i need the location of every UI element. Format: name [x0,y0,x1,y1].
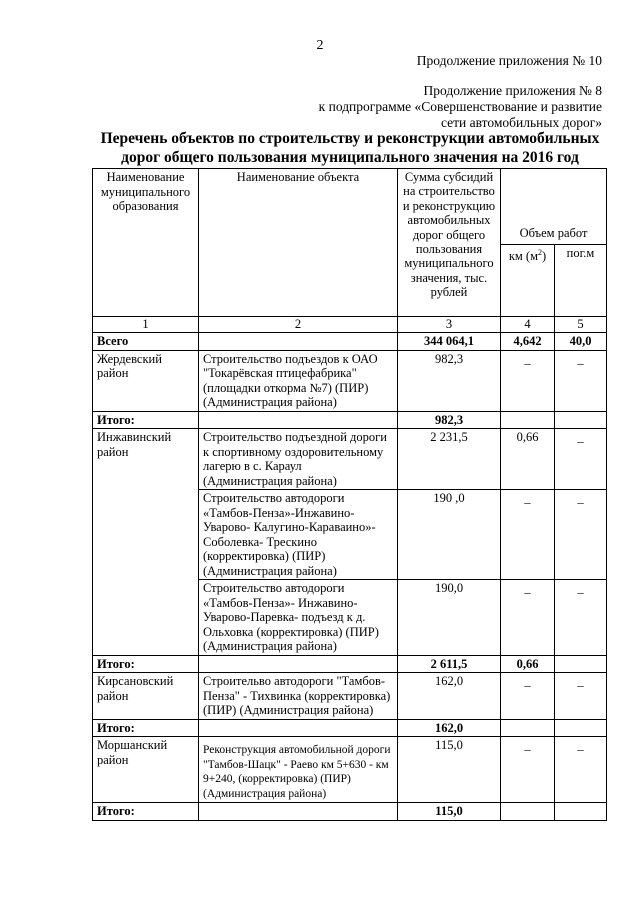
title-line: Перечень объектов по строительству и реконструкции автомобильных [100,130,600,147]
document-title [90,129,610,167]
object-km: _ [501,737,555,803]
table-row [93,673,607,720]
column-number: 3 [398,317,501,333]
column-numbers-row [93,317,607,333]
subtotal-sum: 982,3 [398,411,501,429]
appendix-line: Продолжение приложения № 8 [423,83,602,98]
object-pog: _ [555,580,607,656]
object-pog: _ [555,673,607,720]
subtotal-label: Итого: [93,803,199,821]
appendix-line: сети автомобильных дорог» [441,115,602,130]
table-row [93,737,607,803]
total-sum: 344 064,1 [398,333,501,351]
district-name: Кирсановский район [93,673,199,720]
header-volume: Объем работ [501,169,607,245]
column-number: 5 [555,317,607,333]
object-sum: 190 ,0 [398,490,501,580]
subtotal-km [501,719,555,737]
object-name: Строительство автодороги «Тамбов-Пенза»-Инжавино-Уварово- Калугино-Караваино»-Соболевка- Трескино (корректировка) (ПИР) (Администрация района) [199,490,398,580]
subtotal-label: Итого: [93,719,199,737]
column-number: 2 [199,317,398,333]
header-km: км $(м^2)$ [501,245,555,317]
object-name: Строительство подъездов к ОАО "Токарёвская птицефабрика" (площадки откорма №7) (ПИР) (Администрация района) [199,350,398,411]
subtotal-sum: 115,0 [398,803,501,821]
object-km: _ [501,673,555,720]
subtotal-row [93,411,607,429]
table-row [93,350,607,411]
object-sum: 190,0 [398,580,501,656]
object-pog: _ [555,350,607,411]
total-pog: 40,0 [555,333,607,351]
grand-total-row [93,333,607,351]
object-km: _ [501,580,555,656]
object-name: Строительство автодороги «Тамбов-Пенза»- Инжавино-Уварово-Паревка- подъезд к д. Ольховка (корректировка) (ПИР) (Администрация района) [199,580,398,656]
district-name: Моршанский район [93,737,199,803]
district-name: Инжавинский район [93,429,199,656]
column-number: 4 [501,317,555,333]
subtotal-sum: 2 611,5 [398,655,501,673]
column-number: 1 [93,317,199,333]
appendix-line: к подпрограмме «Совершенствование и развитие [318,99,602,114]
total-km: 4,642 [501,333,555,351]
object-pog: _ [555,737,607,803]
object-name: Строительство подъездной дороги к спортивному оздоровительному лагерю в с. Караул (Администрация района) [199,429,398,490]
subtotal-label: Итого: [93,411,199,429]
table-row [93,429,607,490]
subtotal-row [93,803,607,821]
object-sum: 2 231,5 [398,429,501,490]
objects-table [92,168,607,821]
object-pog: _ [555,490,607,580]
subtotal-sum: 162,0 [398,719,501,737]
subtotal-km [501,411,555,429]
subtotal-km [501,803,555,821]
district-name: Жердевский район [93,350,199,411]
subtotal-row [93,655,607,673]
object-sum: 115,0 [398,737,501,803]
subtotal-row [93,719,607,737]
page-number: 2 [316,38,324,53]
table-header-row [93,169,607,245]
header-pog: пог.м [555,245,607,317]
object-km: _ [501,350,555,411]
subtotal-label: Итого: [93,655,199,673]
object-km: 0,66 [501,429,555,490]
object-name: Реконструкция автомобильной дороги "Тамбов-Шацк" - Раево км 5+630 - км 9+240, (корректировка) (ПИР) (Администрация района) [199,737,398,803]
object-sum: 982,3 [398,350,501,411]
header-subsidy: Сумма субсидий на строительство и реконструкцию автомобильных дорог общего пользования муниципального значения, тыс. рублей [398,169,501,317]
header-object: Наименование объекта [199,169,398,317]
object-km: _ [501,490,555,580]
total-label: Всего [93,333,199,351]
title-line: дорог общего пользования муниципального значения на 2016 год [121,149,579,166]
subtotal-km: 0,66 [501,655,555,673]
header-municipality: Наименование муниципального образования [93,169,199,317]
object-sum: 162,0 [398,673,501,720]
object-name: Строительво автодороги "Тамбов-Пенза" - Тихвинка (корректировка) (ПИР) (Администрация района) [199,673,398,720]
object-pog: _ [555,429,607,490]
appendix-line: Продолжение приложения № 10 [416,53,602,68]
